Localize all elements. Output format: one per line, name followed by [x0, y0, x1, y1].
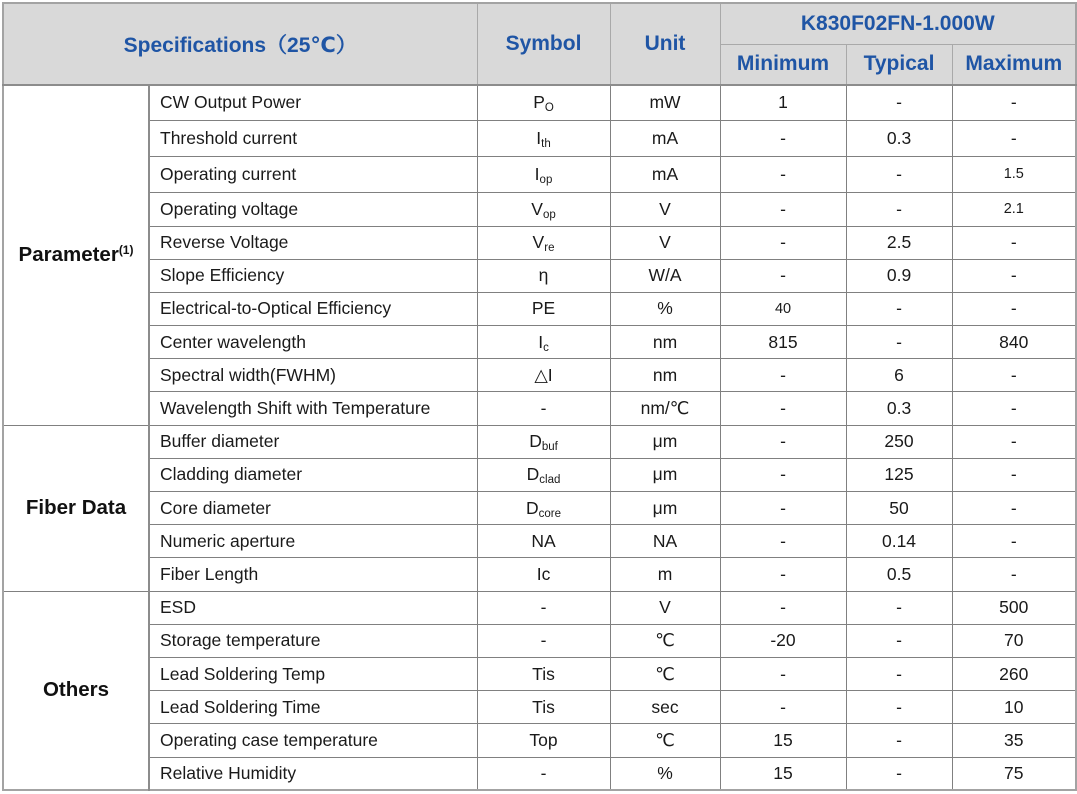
- minimum-value-cell: -: [720, 226, 846, 259]
- table-row: [3, 525, 1076, 558]
- table-row: [3, 120, 1076, 156]
- symbol-base: I: [534, 163, 540, 184]
- maximum-value-cell: 500: [952, 591, 1076, 624]
- minimum-value-cell: -: [720, 591, 846, 624]
- minimum-value-cell: -: [720, 192, 846, 226]
- unit-cell: V: [610, 226, 720, 259]
- maximum-value-cell: -: [952, 458, 1076, 491]
- symbol-cell: [477, 85, 610, 120]
- symbol-cell: [477, 492, 610, 525]
- table-row: [3, 724, 1076, 757]
- symbol-cell: [477, 392, 610, 425]
- unit-cell: ℃: [610, 657, 720, 690]
- unit-cell: W/A: [610, 259, 720, 292]
- specifications-header: Specifications（25℃）: [3, 3, 477, 85]
- table-row: [3, 326, 1076, 359]
- typical-value-cell: 2.5: [846, 226, 952, 259]
- unit-cell: sec: [610, 691, 720, 724]
- minimum-value-cell: -: [720, 392, 846, 425]
- typical-value-cell: -: [846, 192, 952, 226]
- parameter-name-cell: Center wavelength: [149, 326, 477, 359]
- maximum-value-cell: 35: [952, 724, 1076, 757]
- typical-value-cell: 50: [846, 492, 952, 525]
- parameter-name-cell: Operating current: [149, 156, 477, 192]
- typical-value-cell: -: [846, 591, 952, 624]
- maximum-value-cell: 1.5: [952, 156, 1076, 192]
- maximum-value-cell: -: [952, 392, 1076, 425]
- typical-value-cell: 250: [846, 425, 952, 458]
- parameter-name-cell: Lead Soldering Time: [149, 691, 477, 724]
- maximum-value-cell: -: [952, 525, 1076, 558]
- unit-cell: μm: [610, 458, 720, 491]
- minimum-value-cell: -: [720, 359, 846, 392]
- symbol-cell: [477, 292, 610, 325]
- symbol-cell: [477, 120, 610, 156]
- typical-value-cell: 6: [846, 359, 952, 392]
- symbol-base: D: [526, 497, 539, 518]
- parameter-name-cell: Threshold current: [149, 120, 477, 156]
- group-label-footnote: (1): [118, 243, 134, 258]
- symbol-subscript: O: [544, 102, 554, 115]
- table-row: [3, 657, 1076, 690]
- minimum-value-cell: 15: [720, 757, 846, 790]
- maximum-value-cell: 840: [952, 326, 1076, 359]
- maximum-header: Maximum: [952, 44, 1076, 85]
- parameter-name-cell: Buffer diameter: [149, 425, 477, 458]
- symbol-cell: [477, 425, 610, 458]
- parameter-name-cell: ESD: [149, 591, 477, 624]
- maximum-value-cell: -: [952, 292, 1076, 325]
- maximum-value-cell: -: [952, 120, 1076, 156]
- minimum-value-cell: -: [720, 425, 846, 458]
- table-row: [3, 591, 1076, 624]
- group-label: Fiber Data: [25, 496, 127, 520]
- typical-value-cell: 0.3: [846, 120, 952, 156]
- unit-cell: mA: [610, 156, 720, 192]
- typical-value-cell: -: [846, 292, 952, 325]
- symbol-cell: [477, 591, 610, 624]
- symbol-subscript: op: [539, 173, 553, 186]
- table-row: [3, 558, 1076, 591]
- typical-value-cell: 0.5: [846, 558, 952, 591]
- symbol-base: Tis: [532, 663, 555, 684]
- maximum-value-cell: 75: [952, 757, 1076, 790]
- minimum-value-cell: -: [720, 691, 846, 724]
- symbol-base: V: [531, 198, 543, 219]
- minimum-value-cell: 15: [720, 724, 846, 757]
- table-row: [3, 757, 1076, 790]
- parameter-name-cell: Relative Humidity: [149, 757, 477, 790]
- symbol-cell: [477, 624, 610, 657]
- table-row: [3, 359, 1076, 392]
- maximum-value-cell: -: [952, 259, 1076, 292]
- table-row: [3, 425, 1076, 458]
- minimum-value-cell: -: [720, 525, 846, 558]
- maximum-value-cell: 2.1: [952, 192, 1076, 226]
- symbol-cell: [477, 458, 610, 491]
- table-row: [3, 492, 1076, 525]
- table-header: [3, 3, 1076, 85]
- minimum-value-cell: 1: [720, 85, 846, 120]
- typical-value-cell: 0.9: [846, 259, 952, 292]
- parameter-name-cell: Spectral width(FWHM): [149, 359, 477, 392]
- parameter-name-cell: Cladding diameter: [149, 458, 477, 491]
- minimum-header: Minimum: [720, 44, 846, 85]
- header-row-top: [3, 3, 1076, 44]
- parameter-name-cell: Operating voltage: [149, 192, 477, 226]
- unit-cell: nm: [610, 326, 720, 359]
- symbol-base: NA: [531, 530, 556, 551]
- table-row: [3, 691, 1076, 724]
- symbol-base: -: [540, 630, 547, 651]
- symbol-cell: [477, 691, 610, 724]
- maximum-value-cell: -: [952, 226, 1076, 259]
- parameter-name-cell: Reverse Voltage: [149, 226, 477, 259]
- maximum-value-cell: -: [952, 492, 1076, 525]
- symbol-cell: [477, 757, 610, 790]
- maximum-value-cell: -: [952, 359, 1076, 392]
- symbol-subscript: buf: [541, 441, 558, 454]
- symbol-base: PE: [531, 298, 556, 319]
- table-row: [3, 192, 1076, 226]
- table-row: [3, 292, 1076, 325]
- symbol-base: -: [540, 398, 547, 419]
- model-header: K830F02FN-1.000W: [720, 3, 1076, 44]
- minimum-value-cell: -: [720, 120, 846, 156]
- typical-header: Typical: [846, 44, 952, 85]
- minimum-value-cell: 40: [720, 292, 846, 325]
- symbol-base: η: [538, 265, 549, 286]
- typical-value-cell: -: [846, 657, 952, 690]
- unit-cell: ℃: [610, 724, 720, 757]
- group-label-cell: [3, 85, 149, 425]
- table-row: [3, 458, 1076, 491]
- minimum-value-cell: 815: [720, 326, 846, 359]
- symbol-base: Ic: [536, 563, 551, 584]
- symbol-base: I: [536, 127, 542, 148]
- unit-cell: nm/℃: [610, 392, 720, 425]
- minimum-value-cell: -: [720, 492, 846, 525]
- minimum-value-cell: -20: [720, 624, 846, 657]
- symbol-base: -: [540, 597, 547, 618]
- parameter-name-cell: Storage temperature: [149, 624, 477, 657]
- unit-cell: %: [610, 292, 720, 325]
- symbol-cell: [477, 156, 610, 192]
- parameter-name-cell: Fiber Length: [149, 558, 477, 591]
- maximum-value-cell: 70: [952, 624, 1076, 657]
- unit-cell: V: [610, 591, 720, 624]
- specifications-table: [2, 2, 1077, 791]
- symbol-base: V: [532, 232, 545, 253]
- parameter-name-cell: Operating case temperature: [149, 724, 477, 757]
- typical-value-cell: -: [846, 757, 952, 790]
- typical-value-cell: 0.3: [846, 392, 952, 425]
- typical-value-cell: 0.14: [846, 525, 952, 558]
- symbol-subscript: c: [543, 341, 549, 354]
- symbol-base: △I: [534, 364, 553, 385]
- parameter-name-cell: Numeric aperture: [149, 525, 477, 558]
- symbol-cell: [477, 724, 610, 757]
- unit-cell: %: [610, 757, 720, 790]
- symbol-header: Symbol: [477, 3, 610, 85]
- specifications-body: [3, 85, 1076, 790]
- typical-value-cell: -: [846, 156, 952, 192]
- unit-cell: m: [610, 558, 720, 591]
- parameter-name-cell: Wavelength Shift with Temperature: [149, 392, 477, 425]
- typical-value-cell: -: [846, 85, 952, 120]
- unit-cell: mA: [610, 120, 720, 156]
- unit-cell: V: [610, 192, 720, 226]
- typical-value-cell: 125: [846, 458, 952, 491]
- symbol-subscript: op: [542, 208, 556, 221]
- table-row: [3, 226, 1076, 259]
- maximum-value-cell: 10: [952, 691, 1076, 724]
- symbol-cell: [477, 525, 610, 558]
- parameter-name-cell: Electrical-to-Optical Efficiency: [149, 292, 477, 325]
- table-row: [3, 156, 1076, 192]
- table-row: [3, 392, 1076, 425]
- minimum-value-cell: -: [720, 657, 846, 690]
- parameter-name-cell: CW Output Power: [149, 85, 477, 120]
- unit-header: Unit: [610, 3, 720, 85]
- minimum-value-cell: -: [720, 259, 846, 292]
- typical-value-cell: -: [846, 691, 952, 724]
- symbol-cell: [477, 259, 610, 292]
- unit-cell: μm: [610, 425, 720, 458]
- maximum-value-cell: -: [952, 558, 1076, 591]
- symbol-subscript: clad: [539, 474, 561, 487]
- group-label-cell: [3, 591, 149, 790]
- minimum-value-cell: -: [720, 458, 846, 491]
- maximum-value-cell: -: [952, 85, 1076, 120]
- symbol-cell: [477, 558, 610, 591]
- typical-value-cell: -: [846, 724, 952, 757]
- unit-cell: μm: [610, 492, 720, 525]
- symbol-base: Top: [529, 729, 558, 750]
- maximum-value-cell: 260: [952, 657, 1076, 690]
- table-row: [3, 624, 1076, 657]
- unit-cell: mW: [610, 85, 720, 120]
- group-label: Parameter: [18, 243, 119, 267]
- typical-value-cell: -: [846, 326, 952, 359]
- unit-cell: ℃: [610, 624, 720, 657]
- symbol-subscript: core: [538, 507, 562, 520]
- minimum-value-cell: -: [720, 156, 846, 192]
- symbol-base: I: [538, 331, 544, 352]
- symbol-cell: [477, 657, 610, 690]
- symbol-subscript: th: [541, 137, 551, 150]
- symbol-cell: [477, 226, 610, 259]
- maximum-value-cell: -: [952, 425, 1076, 458]
- minimum-value-cell: -: [720, 558, 846, 591]
- parameter-name-cell: Lead Soldering Temp: [149, 657, 477, 690]
- unit-cell: nm: [610, 359, 720, 392]
- group-label-cell: [3, 425, 149, 591]
- table-row: [3, 85, 1076, 120]
- symbol-base: -: [540, 762, 547, 783]
- unit-cell: NA: [610, 525, 720, 558]
- symbol-base: D: [526, 464, 540, 485]
- symbol-base: P: [533, 92, 545, 113]
- symbol-base: Tis: [532, 696, 555, 717]
- symbol-cell: [477, 326, 610, 359]
- parameter-name-cell: Slope Efficiency: [149, 259, 477, 292]
- typical-value-cell: -: [846, 624, 952, 657]
- table-row: [3, 259, 1076, 292]
- symbol-cell: [477, 192, 610, 226]
- parameter-name-cell: Core diameter: [149, 492, 477, 525]
- symbol-base: D: [529, 431, 542, 452]
- symbol-cell: [477, 359, 610, 392]
- group-label: Others: [42, 678, 110, 702]
- symbol-subscript: re: [544, 242, 555, 255]
